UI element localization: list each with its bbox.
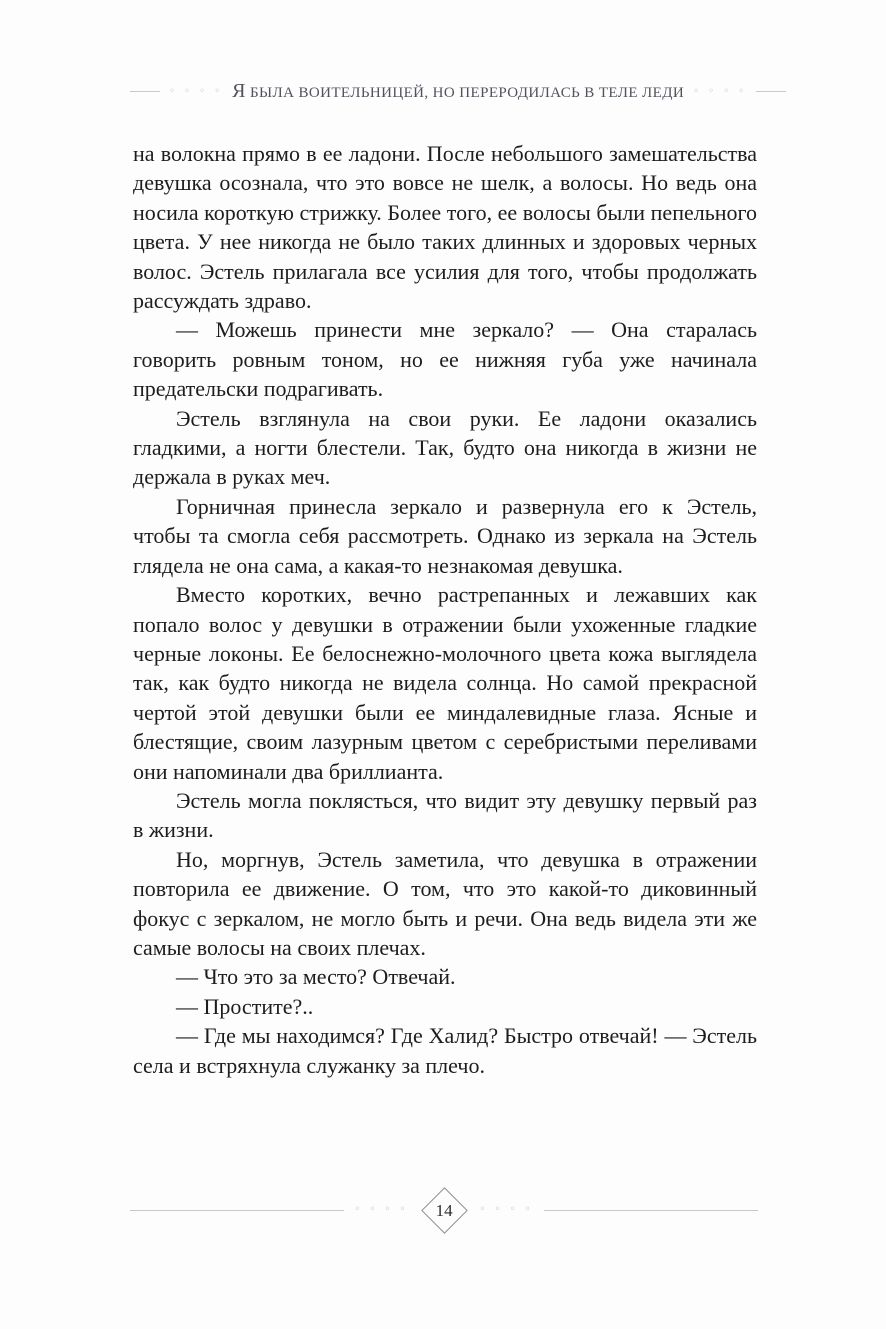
footer-ornament-left-icon: ◦ ◦ ◦ ◦	[354, 1204, 409, 1215]
paragraph: Эстель могла поклясться, что видит эту девушку первый раз в жизни.	[133, 787, 757, 843]
running-title: Я БЫЛА ВОИТЕЛЬНИЦЕЙ, НО ПЕРЕРОДИЛАСЬ В ТЕЛЕ ЛЕДИ	[232, 80, 685, 102]
header-ornament-right-icon: ◦ ◦ ◦ ◦	[693, 85, 748, 97]
paragraph: — Что это за место? Отвечай.	[176, 964, 456, 990]
paragraph: — Где мы находимся? Где Халид? Быстро отвечай! — Эстель села и встряхнула служанку за плечо.	[133, 1023, 757, 1078]
footer-ornament-right-icon: ◦ ◦ ◦ ◦	[479, 1204, 534, 1215]
page-header	[130, 80, 758, 103]
paragraph: Горничная принесла зеркало и развернула его к Эстель, чтобы та смогла себя рассмотреть. Однако из зеркала на Эстель глядела не она сама, а какая-то незнакомая девушка.	[133, 493, 757, 578]
paragraph: — Простите?..	[176, 993, 314, 1019]
paragraph: Эстель взглянула на свои руки. Ее ладони оказались гладкими, а ногти блестели. Так, будто она никогда в жизни не держала в руках меч.	[133, 405, 757, 490]
paragraph: — Можешь принести мне зеркало? — Она старалась говорить ровным тоном, но ее нижняя губа уже начинала предательски подрагивать.	[133, 317, 757, 402]
footer-rule-left	[130, 1210, 344, 1211]
header-rule-right	[756, 91, 786, 92]
header-rule-left	[130, 91, 160, 92]
page-body	[133, 139, 757, 1080]
page-number-diamond	[421, 1187, 468, 1234]
page-footer	[130, 1186, 758, 1234]
page-number: 14	[435, 1200, 453, 1219]
paragraph: Но, моргнув, Эстель заметила, что девушка в отражении повторила ее движение. О том, что это какой-то диковинный фокус с зеркалом, не могло быть и речи. Она ведь видела эти же самые волосы на своих плечах.	[133, 846, 757, 960]
header-ornament-left-icon: ◦ ◦ ◦ ◦	[169, 85, 224, 97]
footer-rule-right	[544, 1210, 758, 1211]
paragraph: на волокна прямо в ее ладони. После небольшого замешательства девушка осознала, что это вовсе не шелк, а волосы. Но ведь она носила короткую стрижку. Более того, ее волосы были пепельного цвета. У нее никогда не было таких длинных и здоровых черных волос. Эстель прилагала все усилия для того, чтобы продолжать рассуждать здраво.	[133, 141, 757, 314]
paragraph: Вместо коротких, вечно растрепанных и лежавших как попало волос у девушки в отражении были ухоженные гладкие черные локоны. Ее белоснежно-молочного цвета кожа выглядела так, как будто никогда не видела солнца. Но самой прекрасной чертой этой девушки были ее миндалевидные глаза. Ясные и блестящие, своим лазурным цветом с серебристыми переливами они напоминали два бриллианта.	[133, 582, 757, 784]
